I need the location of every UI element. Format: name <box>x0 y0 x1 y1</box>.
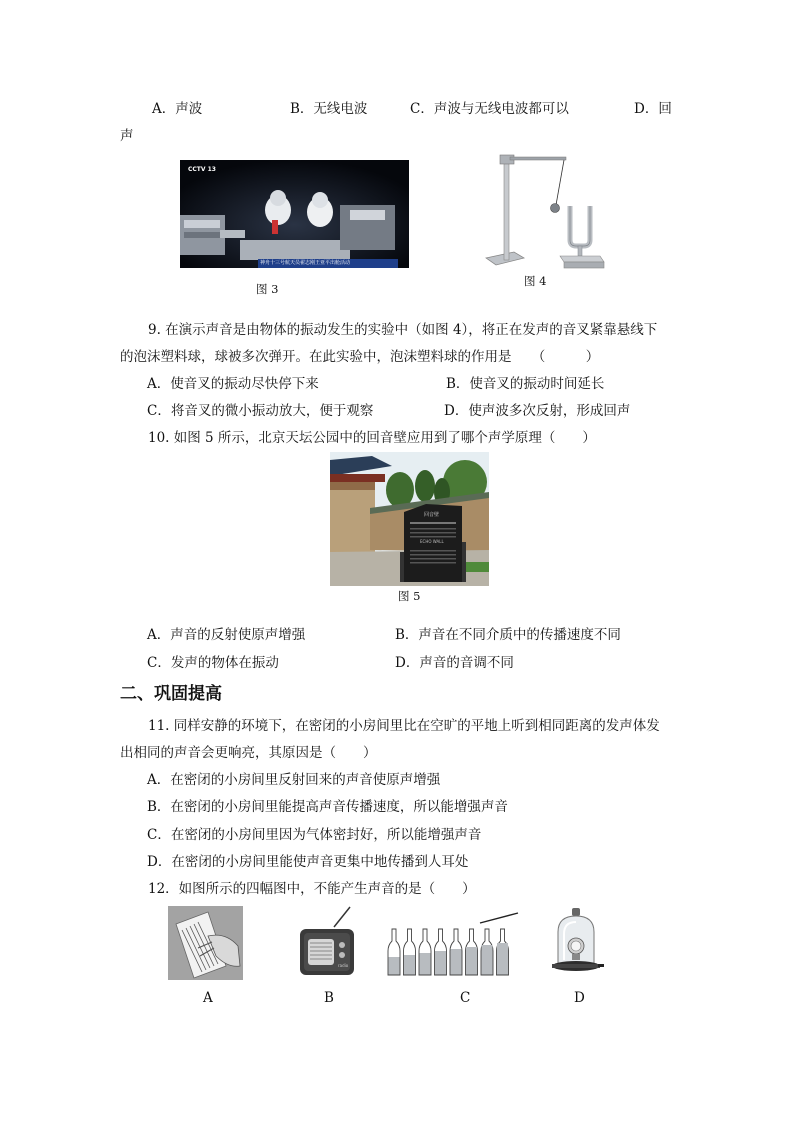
figure-a-comb-hand <box>168 906 243 980</box>
spacewalk-illustration <box>180 160 409 268</box>
figure-4-caption: 图 4 <box>524 274 547 288</box>
q10-option-a: A．声音的反射使原声增强 <box>147 627 306 643</box>
figure-3-spacewalk-photo <box>180 160 409 268</box>
q9-option-b: B．使音叉的振动时间延长 <box>446 376 605 392</box>
figure-d-bell-jar <box>548 906 604 976</box>
figure-4-tuning-fork-apparatus <box>484 150 608 274</box>
section-heading: 二、巩固提高 <box>120 684 222 704</box>
q10-option-d: D．声音的音调不同 <box>395 655 514 671</box>
q9-stem-line-1: 9. 在演示声音是由物体的振动发生的实验中（如图 4），将正在发声的音叉紧靠悬线下 <box>148 322 658 338</box>
q8-option-c: C．声波与无线电波都可以 <box>410 101 569 117</box>
figure-b-radio <box>296 905 358 979</box>
q10-stem: 10. 如图 5 所示，北京天坛公园中的回音壁应用到了哪个声学原理（ ） <box>148 430 596 446</box>
q11-option-c: C．在密闭的小房间里因为气体密封好，所以能增强声音 <box>147 827 482 843</box>
q9-stem-line-2: 的泡沫塑料球，球被多次弹开。在此实验中，泡沫塑料球的作用是 （ ） <box>120 349 600 365</box>
sign-subtitle: ECHO WALL <box>420 539 444 544</box>
q11-stem-line-1: 11. 同样安静的环境下，在密闭的小房间里比在空旷的平地上听到相同距离的发声体发 <box>148 718 660 734</box>
q11-stem-line-2: 出相同的声音会更响亮，其原因是（ ） <box>120 745 377 761</box>
q8-option-a: A．声波 <box>152 101 203 117</box>
tv-subtitle: 神舟十三号航天员翟志刚王亚平出舱活动 <box>260 260 351 266</box>
q8-option-b: B．无线电波 <box>290 101 368 117</box>
echo-wall-illustration <box>330 452 489 586</box>
q10-option-c: C．发声的物体在振动 <box>147 655 279 671</box>
figure-5-echo-wall-photo <box>330 452 489 586</box>
figure-label-c: C <box>460 990 471 1006</box>
q8-option-d-wrap: 声 <box>120 128 134 144</box>
figure-label-b: B <box>324 990 334 1006</box>
q11-option-b: B．在密闭的小房间里能提高声音传播速度，所以能增强声音 <box>147 799 508 815</box>
q12-stem: 12．如图所示的四幅图中，不能产生声音的是（ ） <box>148 881 476 897</box>
tv-logo: CCTV 13 <box>188 166 216 173</box>
radio-brand: radio <box>338 963 349 968</box>
q9-option-c: C．将音叉的微小振动放大，便于观察 <box>147 403 374 419</box>
q10-option-b: B．声音在不同介质中的传播速度不同 <box>395 627 621 643</box>
q9-option-d: D．使声波多次反射，形成回声 <box>444 403 631 419</box>
q11-option-d: D．在密闭的小房间里能使声音更集中地传播到人耳处 <box>147 854 469 870</box>
figure-label-a: A <box>203 990 213 1006</box>
figure-label-d: D <box>574 990 585 1006</box>
q11-option-a: A．在密闭的小房间里反射回来的声音使原声增强 <box>147 772 441 788</box>
q9-option-a: A．使音叉的振动尽快停下来 <box>147 376 319 392</box>
figure-5-caption: 图 5 <box>398 589 421 603</box>
q8-option-d: D．回 <box>634 101 672 117</box>
figure-3-caption: 图 3 <box>256 282 279 296</box>
sign-title: 回音壁 <box>424 512 440 518</box>
figure-c-water-bottles <box>386 907 522 979</box>
